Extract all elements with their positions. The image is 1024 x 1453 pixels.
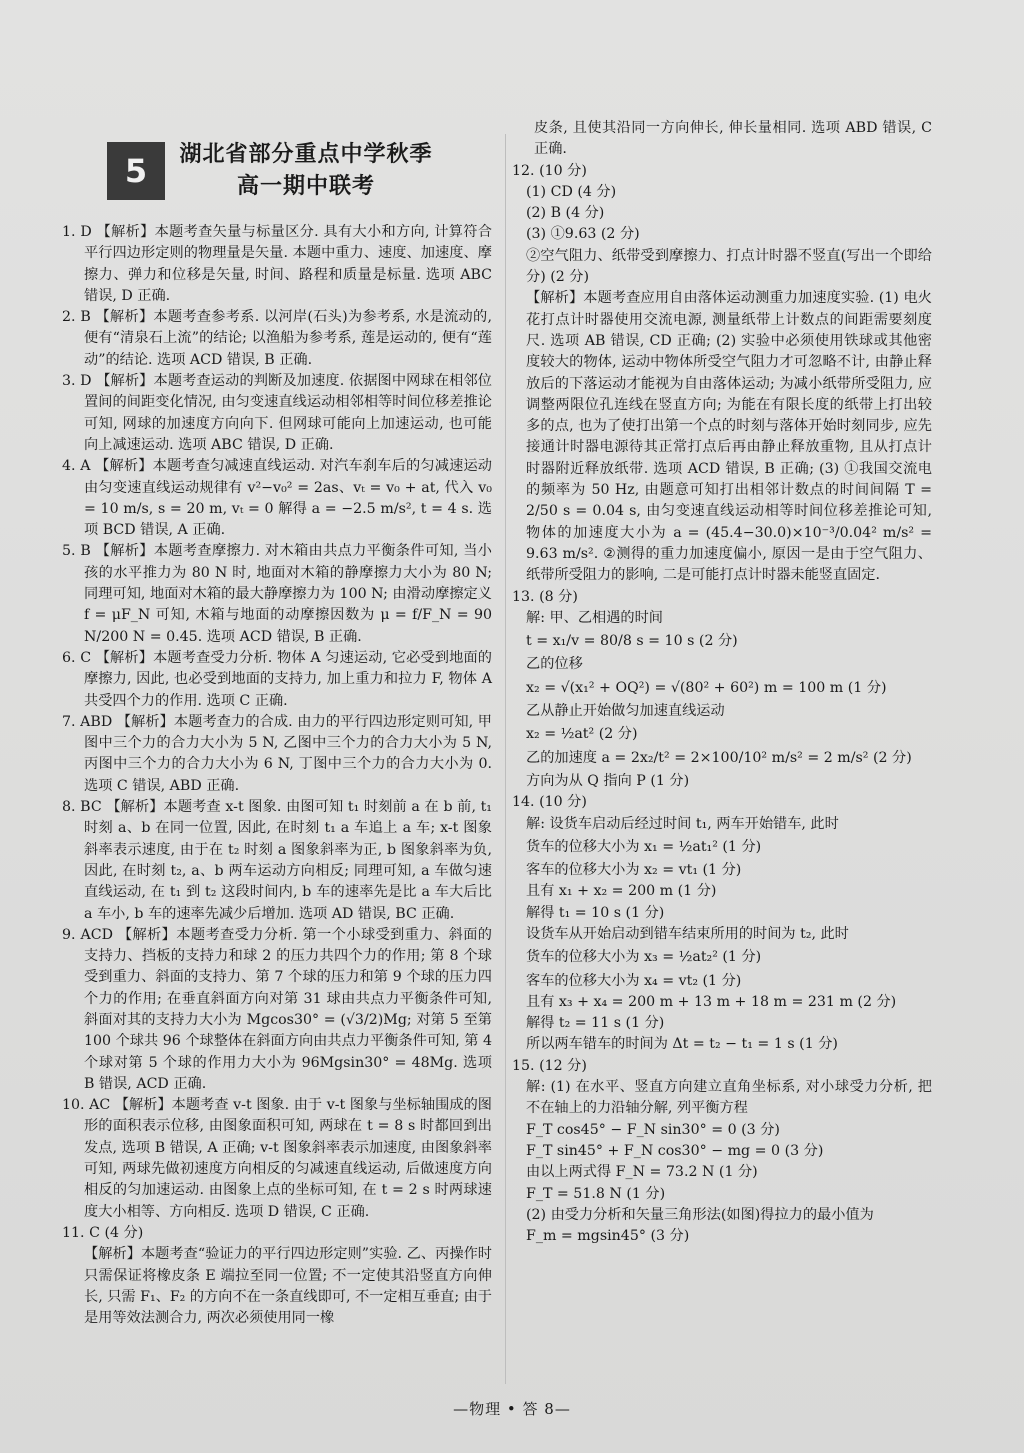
answer-14-heading: 14. (10 分) [512, 794, 587, 811]
answer-3: 3. D 【解析】本题考查运动的判断及加速度. 依据图中网球在相邻位置间的间距变化情况, 由匀变速直线运动相邻相等时间位移差推论可知, 网球的加速度方向向下. 但网球可能向上加速运动, 也可能向上减速运动. 选项 ABC 错误, D 正确. [62, 373, 492, 453]
answer-14-line: 解得 t₁ = 10 s (1 分) [526, 904, 665, 921]
answer-9: 9. ACD 【解析】本题考查受力分析. 第一个小球受到重力、斜面的支持力、挡板的支持力和球 2 的压力共四个力的作用; 第 8 个球受到重力、斜面的支持力、第 7 个球的压力和第 9 个球的压力四个力的作用; 在垂直斜面方向对第 31 球由共点力平衡条件可知, 斜面对其的支持力大小为 Mgcos30° = (√3/2)Mg; 对第 5 至第 100 个球共 96 个球整体在斜面方向由共点力平衡条件可知, 第 4 个球对第 5 个球的作用力大小为 96Mgsin30° = 48Mg. 选项 B 错误, ACD 正确. [62, 926, 492, 1092]
answer-13-line: x₂ = √(x₁² + OQ²) = √(80² + 60²) m = 100 m (1 分) [526, 679, 887, 696]
answer-6: 6. C 【解析】本题考查受力分析. 物体 A 匀速运动, 它必受到地面的摩擦力, 因此, 也必受到地面的支持力, 加上重力和拉力 F, 物体 A 共受四个力的作用. 选项 C 正确. [62, 649, 492, 709]
answer-14-line: 货车的位移大小为 x₁ = ½at₁² (1 分) [526, 838, 762, 855]
answer-8: 8. BC 【解析】本题考查 x-t 图象. 由图可知 t₁ 时刻前 a 在 b 前, t₁ 时刻 a、b 在同一位置, 因此, 在时刻 t₁ a 车追上 a 车; x-t 图象斜率表示速度, 由于在 t₂ 时刻 a 图象斜率为正, b 图象斜率为负, 因此, 在时刻 t₂, a、b 两车运动方向相反; 同理可知, a 车做匀速直线运动, 在 t₁ 到 t₂ 这段时间内, b 车的速率先是比 a 车大后比 a 车小, b 车的速率先减少后增加. 选项 AD 错误, BC 正确. [62, 799, 492, 922]
answer-13-line: 乙从静止开始做匀加速直线运动 [526, 703, 725, 720]
answer-11: 11. C (4 分) [62, 1224, 144, 1241]
column-divider [505, 134, 506, 1384]
answer-12-analysis: 【解析】本题考查应用自由落体运动测重力加速度实验. (1) 电火花打点计时器使用交流电源, 测量纸带上计数点的间距需要刻度尺. 选项 AB 错误, CD 正确; (2) 实验中必须使用铁球或其他密度较大的物体, 运动中物体所受空气阻力才可忽略不计, 由静止释放后的下落运动才能视为自由落体运动; 为减小纸带所受阻力, 应调整两限位孔连线在竖直方向; 为能在有限长度的纸带上打出较多的点, 也为了使打出第一个点的时刻与落体开始时刻同步, 应先接通计时器电源待其正常打点后再由静止释放重物, 且从打点计时器附近释放纸带. 选项 ACD 错误, B 正确; (3) ①我国交流电的频率为 50 Hz, 由题意可知打出相邻计数点的时间间隔 T = 2/50 s = 0.04 s, 由匀变速直线运动相等时间位移差推论可知, 物体的加速度大小为 a = (45.4−30.0)×10⁻³/0.04² m/s² = 9.63 m/s². ②测得的重力加速度偏小, 原因一是由于空气阻力、纸带所受阻力的影响, 二是可能打点计时器未能竖直固定. [526, 290, 932, 584]
answer-4: 4. A 【解析】本题考查匀减速直线运动. 对汽车刹车后的匀减速运动由匀变速直线运动规律有 v²−v₀² = 2as、vₜ = v₀ + at, 代入 v₀ = 10 m/s, s = 20 m, vₜ = 0 解得 a = −2.5 m/s², t = 4 s. 选项 BCD 错误, A 正确. [62, 458, 492, 539]
left-column [62, 222, 492, 1329]
answer-10: 10. AC 【解析】本题考查 v-t 图象. 由于 v-t 图象与坐标轴围成的图形的面积表示位移, 由图象面积可知, 两球在 t = 8 s 时都回到出发点, 选项 B 错误, A 正确; v-t 图象斜率表示加速度, 由图象斜率可知, 两球先做初速度方向相反的匀减速直线运动, 后做速度方向相反的匀加速运动. 由图象上点的坐标可知, 在 t = 2 s 时两球速度大小相等、方向相反. 选项 D 错误, C 正确. [62, 1097, 492, 1220]
answer-14-line: 解: 设货车启动后经过时间 t₁, 两车开始错车, 此时 [526, 815, 839, 832]
answer-13-line: t = x₁/v = 80/8 s = 10 s (2 分) [526, 633, 738, 650]
answer-11-continued: 皮条, 且使其沿同一方向伸长, 伸长量相同. 选项 ABD 错误, C 正确. [534, 120, 932, 158]
answer-13-line: 解: 甲、乙相遇的时间 [526, 609, 663, 626]
answer-7: 7. ABD 【解析】本题考查力的合成. 由力的平行四边形定则可知, 甲图中三个力的合力大小为 5 N, 乙图中三个力的合力大小为 5 N, 丙图中三个力的合力大小为 6 N, 丁图中三个力的合力大小为 0. 选项 C 错误, ABD 正确. [62, 713, 492, 794]
section-title-line-2: 高一期中联考 [236, 173, 375, 199]
answer-13-line: 乙的位移 [526, 656, 583, 673]
answer-14-line: 货车的位移大小为 x₃ = ½at₂² (1 分) [526, 949, 762, 966]
right-column [512, 118, 932, 1247]
answer-14-line: 且有 x₁ + x₂ = 200 m (1 分) [526, 883, 717, 900]
answer-13-heading: 13. (8 分) [512, 588, 578, 605]
section-title-line-1: 湖北省部分重点中学秋季 [179, 141, 433, 167]
answer-2: 2. B 【解析】本题考查参考系. 以河岸(石头)为参考系, 水是流动的, 便有“清泉石上流”的结论; 以渔船为参考系, 莲是运动的, 便有“莲动”的结论. 选项 ACD 错误, B 正确. [62, 309, 492, 368]
answer-15-line: 解: (1) 在水平、竖直方向建立直角坐标系, 对小球受力分析, 把不在轴上的力沿轴分解, 列平衡方程 [526, 1079, 932, 1117]
answer-12-part-1: (1) CD (4 分) [526, 183, 617, 200]
answer-14-line: 所以两车错车的时间为 Δt = t₂ − t₁ = 1 s (1 分) [526, 1036, 838, 1053]
page-footer: —物理 • 答 8— [453, 1400, 571, 1418]
section-header [107, 138, 437, 204]
answer-15-line: F_T cos45° − F_N sin30° = 0 (3 分) [526, 1121, 780, 1138]
answer-12-part-2: (2) B (4 分) [526, 205, 605, 222]
answer-5: 5. B 【解析】本题考查摩擦力. 对木箱由共点力平衡条件可知, 当小孩的水平推力为 80 N 时, 地面对木箱的静摩擦力大小为 80 N; 同理可知, 地面对木箱的最大静摩擦力为 100 N; 由滑动摩擦定义 f = μF_N 可知, 木箱与地面的动摩擦因数为 μ = f/F_N = 90 N/200 N = 0.45. 选项 ACD 错误, B 正确. [62, 543, 492, 645]
answer-15-line: (2) 由受力分析和矢量三角形法(如图)得拉力的最小值为 [526, 1206, 874, 1223]
answer-12-heading: 12. (10 分) [512, 162, 587, 179]
answer-13-line: 方向为从 Q 指向 P (1 分) [526, 772, 690, 789]
answer-13-line: 乙的加速度 a = 2x₂/t² = 2×100/10² m/s² = 2 m/s² (2 分) [526, 749, 912, 766]
answer-14-line: 且有 x₃ + x₄ = 200 m + 13 m + 18 m = 231 m (2 分) [526, 993, 897, 1010]
answer-15-heading: 15. (12 分) [512, 1057, 587, 1074]
answer-14-line: 解得 t₂ = 11 s (1 分) [526, 1015, 665, 1032]
answer-15-line: 由以上两式得 F_N = 73.2 N (1 分) [526, 1164, 758, 1181]
answer-15-line: F_T = 51.8 N (1 分) [526, 1185, 666, 1202]
answer-14-line: 设货车从开始启动到错车结束所用的时间为 t₂, 此时 [526, 925, 849, 942]
answer-12-part-3a: (3) ①9.63 (2 分) [526, 226, 640, 243]
section-title [171, 138, 441, 202]
section-number-badge: 5 [107, 142, 165, 200]
answer-11-analysis: 【解析】本题考查“验证力的平行四边形定则”实验. 乙、丙操作时只需保证将橡皮条 E 端拉至同一位置; 不一定使其沿竖直方向伸长, 只需 F₁、F₂ 的方向不在一条直线即可, 不一定相互垂直; 由于是用等效法测合力, 两次必须使用同一橡 [84, 1246, 492, 1327]
answer-14-line: 客车的位移大小为 x₂ = vt₁ (1 分) [526, 862, 742, 879]
answer-15-line: F_T sin45° + F_N cos30° − mg = 0 (3 分) [526, 1142, 824, 1159]
answer-15-line: F_m = mgsin45° (3 分) [526, 1228, 690, 1245]
answer-13-line: x₂ = ½at² (2 分) [526, 726, 638, 743]
answer-12-part-3b: ②空气阻力、纸带受到摩擦力、打点计时器不竖直(写出一个即给分) (2 分) [526, 247, 932, 286]
answer-1: 1. D 【解析】本题考查矢量与标量区分. 具有大小和方向, 计算符合平行四边形定则的物理量是矢量. 本题中重力、速度、加速度、摩擦力、弹力和位移是矢量, 时间、路程和质量是标量. 选项 ABC 错误, D 正确. [62, 224, 492, 304]
answer-14-line: 客车的位移大小为 x₄ = vt₂ (1 分) [526, 972, 742, 989]
